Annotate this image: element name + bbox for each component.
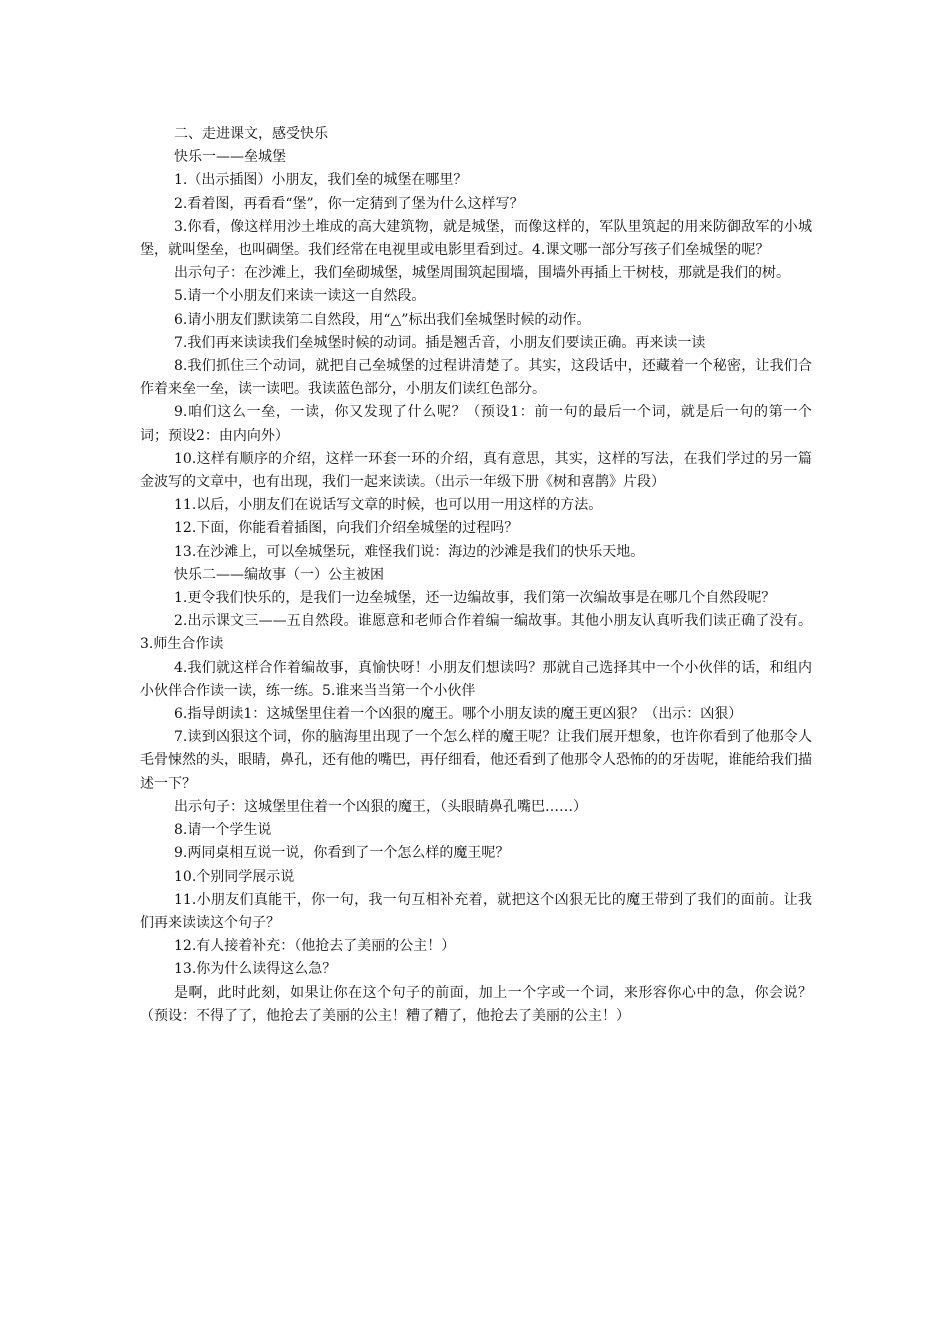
paragraph: 11.小朋友们真能干，你一句，我一句互相补充着，就把这个凶狠无比的魔王带到了我们的面前。让我们再来读读这个句子？ [140, 891, 812, 931]
paragraph: 1.（出示插图）小朋友，我们垒的城堡在哪里？ [174, 172, 468, 189]
paragraph: 12.有人接着补充：（他抢去了美丽的公主！） [174, 938, 456, 955]
subsection-heading: 快乐一——垒城堡 [174, 149, 286, 166]
paragraph: 7.读到凶狠这个词，你的脑海里出现了一个怎么样的魔王呢？让我们展开想象，也许你看到了他那令人毛骨悚然的头，眼睛，鼻孔，还有他的嘴巴，再仔细看，他还看到了他那令人恐怖的的牙齿呢，谁能给我们描述一下？ [140, 729, 812, 792]
paragraph: 4.我们就这样合作着编故事，真愉快呀！小朋友们想读吗？那就自己选择其中一个小伙伴的话，和组内小伙伴合作读一读，练一练。5.谁来当当第一个小伙伴 [140, 659, 812, 699]
paragraph: 是啊，此时此刻，如果让你在这个句子的前面，加上一个字或一个词，来形容你心中的急，你会说？（预设：不得了了，他抢去了美丽的公主！糟了糟了，他抢去了美丽的公主！） [140, 984, 812, 1024]
paragraph: 8.我们抓住三个动词，就把自己垒城堡的过程讲清楚了。其实，这段话中，还藏着一个秘密，让我们合作着来垒一垒，读一读吧。我读蓝色部分，小朋友们读红色部分。 [140, 358, 812, 398]
paragraph: 12.下面，你能看着插图，向我们介绍垒城堡的过程吗？ [174, 520, 519, 537]
paragraph: 5.请一个小朋友们来读一读这一自然段。 [174, 288, 426, 305]
paragraph: 3.你看，像这样用沙土堆成的高大建筑物，就是城堡，而像这样的，军队里筑起的用来防御敌军的小城堡，就叫堡垒，也叫碉堡。我们经常在电视里或电影里看到过。4.课文哪一部分写孩子们垒城堡的呢？ [140, 218, 812, 259]
paragraph: 2.出示课文三——五自然段。谁愿意和老师合作着编一编故事。其他小朋友认真听我们读正确了没有。3.师生合作读 [140, 613, 812, 653]
paragraph: 7.我们再来读读我们垒城堡时候的动词。插是翘舌音，小朋友们要读正确。再来读一读 [174, 334, 706, 351]
paragraph: 出示句子：这城堡里住着一个凶狠的魔王，（头眼睛鼻孔嘴巴……） [174, 798, 587, 815]
section-heading: 二、走进课文，感受快乐 [174, 126, 328, 142]
paragraph: 2.看着图，再看看“堡”，你一定猜到了堡为什么这样写？ [174, 195, 524, 212]
paragraph: 11.以后，小朋友们在说话写文章的时候，也可以用一用这样的方法。 [174, 497, 603, 514]
document-body [140, 123, 812, 1028]
paragraph: 10.这样有顺序的介绍，这样一环套一环的介绍，真有意思，其实，这样的写法，在我们学过的另一篇金波写的文章中，也有出现，我们一起来读读。（出示一年级下册《树和喜鹊》片段） [140, 450, 812, 491]
paragraph: 10.个别同学展示说 [174, 868, 295, 885]
paragraph: 9.两同桌相互说一说，你看到了一个怎么样的魔王呢？ [174, 845, 510, 862]
paragraph: 13.你为什么读得这么急？ [174, 961, 337, 978]
paragraph: 6.指导朗读1：这城堡里住着一个凶狠的魔王。哪个小朋友读的魔王更凶狠？（出示：凶狠） [174, 706, 743, 723]
subsection-heading: 快乐二——编故事（一）公主被困 [174, 566, 384, 583]
paragraph: 8.请一个学生说 [174, 822, 272, 839]
paragraph: 13.在沙滩上，可以垒城堡玩，难怪我们说：海边的沙滩是我们的快乐天地。 [174, 543, 645, 560]
paragraph: 9.咱们这么一垒，一读，你又发现了什么呢？（预设1：前一句的最后一个词，就是后一句的第一个词；预设2：由内向外） [140, 404, 812, 444]
paragraph: 出示句子：在沙滩上，我们垒砌城堡，城堡周围筑起围墙，围墙外再插上干树枝，那就是我们的树。 [174, 265, 790, 282]
paragraph: 1.更令我们快乐的，是我们一边垒城堡，还一边编故事，我们第一次编故事是在哪几个自然段呢？ [174, 590, 776, 607]
paragraph: 6.请小朋友们默读第二自然段，用“△”标出我们垒城堡时候的动作。 [174, 311, 591, 328]
